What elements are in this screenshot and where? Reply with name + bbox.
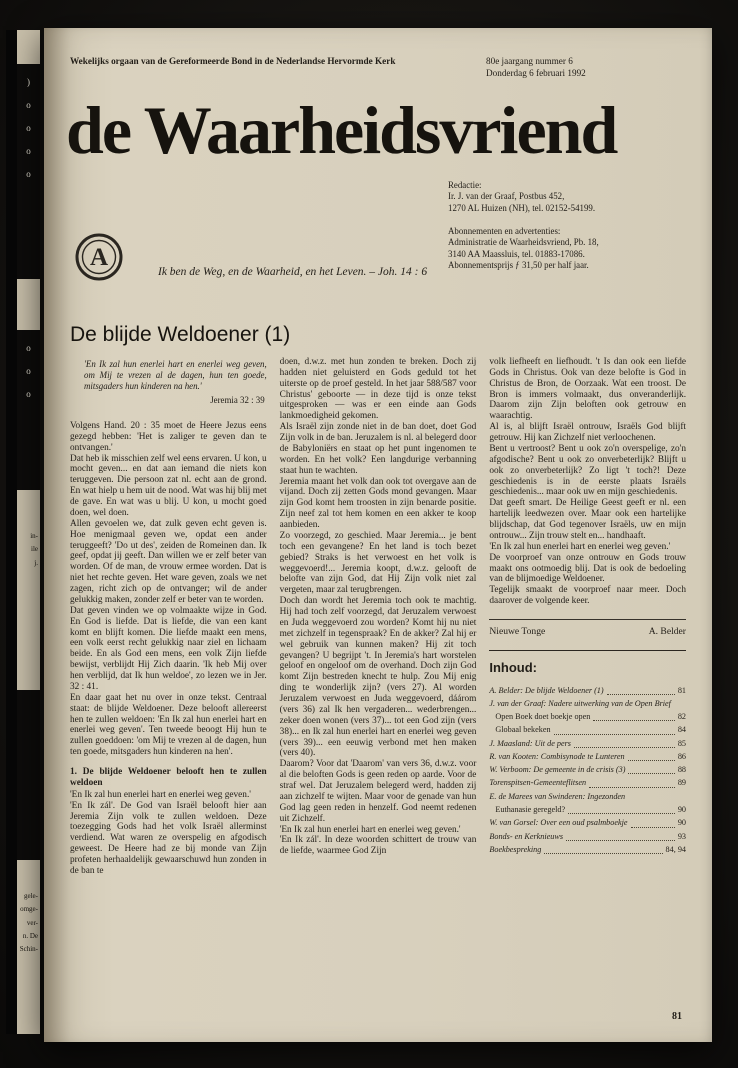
toc-leader-dots <box>568 813 675 814</box>
masthead-title: de Waarheidsvriend <box>66 91 617 168</box>
abonnementen-line: Abonnementsprijs ƒ 31,50 per half jaar. <box>448 260 589 271</box>
toc-leader-dots <box>607 694 675 695</box>
article-paragraph: Als Israël zijn zonde niet in de ban doet, doet God Zijn volk in de ban. Jeruzalem is nl. al belegerd door de Babyloniërs en staat op het punt ingenomen te worden. En het volk? Een langdurige verbanning staat hun te wachten. <box>279 422 477 476</box>
article-paragraph: 'En Ik zál'. In deze woorden schittert de trouw van de liefde, waarmee God Zijn <box>279 835 477 857</box>
masthead-motto: Ik ben de Weg, en de Waarheid, en het Leven. – Joh. 14 : 6 <box>158 265 428 278</box>
abonnementen-line: 3140 AA Maassluis, tel. 01883-17086. <box>448 248 585 259</box>
colophon <box>448 180 686 283</box>
abonnementen-label: Abonnementen en advertenties: <box>448 225 561 236</box>
article-paragraph: Bent u vertroost? Bent u ook zo'n overspelige, zo'n afgodische? Bent u ook zo onverbeterlijk? Blijft u ook zo onverbeterlijk? Zo ligt 't toch?! Deze geschiedenis is in de eerste plaats Israëls geschiedenis... maar ook uw en mijn geschiedenis. <box>489 443 687 498</box>
toc-leader-dots <box>628 760 675 761</box>
edge-mark: o <box>26 123 31 133</box>
toc-entry: Open Boek doet boekje open 82 <box>495 712 687 722</box>
article-paragraph: Dat geeft smart. De Heilige Geest geeft er nl. een hartelijk leedwezen over. Maar ook een hartelijke blijdschap, dat God tegenover Israëls, uw en mijn ontrouw... Zijn trouw stelt en... handhaaft. <box>489 498 687 541</box>
article-columns <box>70 357 686 877</box>
epigraph-source: Jeremia 32 : 39 <box>210 394 265 405</box>
adjacent-page-print-block <box>17 330 40 490</box>
epigraph: 'En Ik zal hun enerlei hart en enerlei weg geven, om Mij te vrezen al de dagen, hun ten goede, mitsgaders hun kinderen na hen.' <box>84 358 267 391</box>
article-column-2 <box>280 357 477 877</box>
toc-leader-dots <box>554 734 675 735</box>
article-paragraph: Jeremia maant het volk dan ook tot overgave aan de vijand. Doch zij zetten Gods mond gevangen. Maar zijn God komt hem troosten in zijn benarde positie. Zijn neef zal tot hem komen en een akker te koop aanbieden. <box>279 476 477 531</box>
article-paragraph: Zo voorzegd, zo geschied. Maar Jeremia... je bent toch een gevangene? En het land is toch bezet gebied? Straks is het verwoest en het volk is weggevoerd!... Jeremia koopt, d.w.z. gelooft de belofte van zijn God, dat Hij Zijn volk niet zal vergeten, maar zal terugbrengen. <box>279 530 477 596</box>
toc-leader-dots <box>593 720 674 721</box>
page-number: 81 <box>672 1011 682 1022</box>
edge-mark: o <box>26 343 31 353</box>
table-of-contents <box>489 650 686 856</box>
article-paragraph: Allen gevoelen we, dat zulk geven echt geven is. Hoe menigmaal geven we, opdat een ander teruggeeft? 'Do ut des', zeiden de Romeinen dan. Ik geef, opdat jij geeft. Dan willen we er zelf beter van worden. Of de man, de vrouw ermee worden. Dat is niet het rechte geven. Het ware geven, zoals we net zagen, richt zich op de ontvanger; wil de ander gelukkig maken, zonder zelf er beter van te worden. <box>70 518 267 605</box>
article-paragraph: 'En Ik zal hun enerlei hart en enerlei weg geven.' <box>279 824 461 835</box>
toc-leader-dots <box>589 787 675 788</box>
adjacent-page-print-block <box>17 64 40 279</box>
signature-place: Nieuwe Tonge <box>489 626 546 638</box>
issue-volume: 80e jaargang nummer 6 <box>486 56 573 66</box>
redactie-line: Ir. J. van der Graaf, Postbus 452, <box>448 191 565 202</box>
toc-leader-dots <box>566 840 675 841</box>
adjacent-page-text-fragment: gele- omge- ver- n. De Schin- <box>19 892 38 954</box>
article-paragraph: Tegelijk smaakt de voorproef naar meer. Doch daarover de volgende keer. <box>489 585 687 607</box>
adjacent-page-sliver <box>6 30 40 1034</box>
article-paragraph: 'En Ik zál'. De God van Israël belooft hier aan Jeremia Zijn volk te zullen weldoen. Deze toezegging Gods had het volk Israël allerminst verdiend. Wat waren ze overspelig en afgodisch geweest. De Heere had ze bij monde van Zijn profeten herhaaldelijk gewaarschuwd hun zonden in de ban te <box>70 800 267 876</box>
article-column-3 <box>489 357 686 877</box>
toc-entry: J. van der Graaf: Nadere uitwerking van de Open Brief <box>489 698 671 708</box>
toc-entry: W. Verboom: De gemeente in de crisis (3) 88 <box>489 765 687 775</box>
svg-text:A: A <box>89 243 109 271</box>
edge-mark: o <box>26 100 31 110</box>
article-title: De blijde Weldoener (1) <box>70 322 291 346</box>
edge-mark: o <box>26 146 31 156</box>
toc-entry: W. van Gorsel: Over een oud psalmboekje 90 <box>489 818 687 828</box>
toc-entry: Boekbespreking 84, 94 <box>489 844 687 854</box>
toc-entry: A. Belder: De blijde Weldoener (1) 81 <box>489 685 687 695</box>
article-paragraph: En daar gaat het nu over in onze tekst. Centraal staat: de blijde Weldoener. Deze belooft allereerst hen te zullen weldoen: 'En Ik zal hun enerlei hart en enerlei weg geven'. Ten tweede beoogt Hij hun te zullen goeddoen: 'om Mij te vrezen al de dagen, hun ten goede, mitsgaders hun kinderen na hen'. <box>70 692 267 758</box>
adjacent-page-print-block <box>17 690 40 860</box>
abonnementen-block <box>448 226 686 272</box>
article-paragraph: volk liefheeft en liefhoudt. 't Is dan ook een liefde Gods in Christus. Ook van deze belofte is God in Christus de Bron, de Oorzaak. Wat een troost. De Bron is immers volmaakt, dus onveranderlijk. Daarom zijn Zijn beloften ook getrouw en waarachtig. <box>489 356 687 422</box>
edge-mark: ) <box>27 77 30 87</box>
article-signature <box>489 619 686 637</box>
adjacent-page-text-fragment: in- ile j. <box>30 532 38 567</box>
article-paragraph: Doch dan wordt het Jeremia toch ook te machtig. Hij had toch zelf voorzegd, dat Jeruzalem verwoest en Juda weggevoerd zou worden? Komt hij nu niet met zichzelf in tegenspraak? En de akker? Zal hij er wel gebruik van kunnen maken? Hij zit toch gevangen? U begrijpt 't. In Jeremia's hart worstelen geloof en ongeloof om de overhand. Doch zijn God komt Zijn bestreden knecht te hulp. Zou Mij enig ding te wonderlijk zijn? (vers 27). Al worden Jeruzalem verwoest en Juda weggevoerd, dáárom (vers 36) zal Ik hen vergaderen... wederbrengen... zeker doen wonen (vers 37)... tot een God zijn (vers 38)... en Ik zal hun enerlei hart en enerlei weg geven (vers 39)... een eeuwig verbond met hen maken (vers 40). <box>279 596 477 759</box>
toc-leader-dots <box>631 827 675 828</box>
toc-entry: E. de Marees van Swinderen: Ingezonden <box>489 791 626 801</box>
article-paragraph: doen, d.w.z. met hun zonden te breken. Doch zij hadden niet geluisterd en Gods geduld tot het uiterste op de proef gesteld. In het jaar 588/587 voor Christus' geboorte — in deze tijd is onze tekst uitgesproken — was er een einde aan Gods lankmoedigheid gekomen. <box>279 356 477 422</box>
article-column-1 <box>70 357 267 877</box>
article-subheading: 1. De blijde Weldoener belooft hen te zullen weldoen <box>70 767 267 788</box>
toc-leader-dots <box>574 747 675 748</box>
publisher-banner: Wekelijks orgaan van de Gereformeerde Bond in de Nederlandse Hervormde Kerk <box>70 56 396 66</box>
page-header <box>44 28 712 80</box>
lead-article <box>44 283 712 877</box>
monogram-logo-icon <box>74 231 124 283</box>
toc-entry: R. van Kooten: Combisynode te Lunteren 86 <box>489 751 687 761</box>
toc-leader-dots <box>628 773 674 774</box>
article-paragraph: 'En Ik zal hun enerlei hart en enerlei weg geven.' <box>489 541 671 552</box>
article-paragraph: Daarom? Voor dat 'Daarom' van vers 36, d.w.z. voor al die beloften Gods is geen reden op aarde. Voor de straf wel. Dat Jeruzalem belegerd werd, hadden zij aan zichzelf te wijten. Maar voor de genade van hun God lag geen reden in henzelf. God neemt redenen uit Zichzelf. <box>279 759 477 824</box>
masthead-row <box>44 164 712 283</box>
newspaper-page <box>44 28 712 1042</box>
article-paragraph: 'En Ik zal hun enerlei hart en enerlei weg geven.' <box>70 789 251 800</box>
toc-leader-dots <box>544 853 662 854</box>
redactie-line: 1270 AL Huizen (NH), tel. 02152-54199. <box>448 203 596 214</box>
article-paragraph: Dat heb ik misschien zelf wel eens ervaren. U kon, u mocht geven... en dat aan iemand die niets kon teruggeven. Die persoon zat nl. echt aan de grond. En wat hielp u hem uit de nood. Wat was hij blij met de gave. En wat was u blij. U kon, u mocht goed doen, wel doen. <box>70 453 267 518</box>
toc-entry: Torenspitsen-Gemeenteflitsen 89 <box>489 778 687 788</box>
abonnementen-line: Administratie de Waarheidsvriend, Pb. 18, <box>448 237 599 248</box>
toc-title: Inhoud: <box>489 660 537 676</box>
article-paragraph: Volgens Hand. 20 : 35 moet de Heere Jezus eens gezegd hebben: 'Het is zaliger te geven dan te ontvangen.' <box>70 420 267 453</box>
logo-and-motto <box>74 180 427 283</box>
edge-mark: o <box>26 169 31 179</box>
issue-info <box>486 56 686 80</box>
edge-mark: o <box>26 366 31 376</box>
edge-mark: o <box>26 389 31 399</box>
toc-entry: Bonds- en Kerknieuws 93 <box>489 831 687 841</box>
toc-entry: Euthanasie geregeld? 90 <box>495 805 687 815</box>
adjacent-page-paper <box>17 30 40 1034</box>
toc-entry: Globaal bekeken 84 <box>495 725 687 735</box>
article-paragraph: Al is, al blijft Israël ontrouw, Israëls God blijft getrouw. Hij kan Zichzelf niet verloochenen. <box>489 422 687 444</box>
toc-entry: J. Maasland: Uit de pers 85 <box>489 738 687 748</box>
redactie-label: Redactie: <box>448 179 482 190</box>
redactie-block <box>448 180 686 215</box>
signature-author: A. Belder <box>648 626 687 638</box>
article-paragraph: De voorproef van onze ontrouw en Gods trouw maakt ons ootmoedig blij. Dat is ook de bedoeling van de blijmoedige Weldoener. <box>489 552 687 585</box>
issue-date: Donderdag 6 februari 1992 <box>486 67 586 78</box>
article-paragraph: Dat geven vinden we op volmaakte wijze in God. En God is liefde. Dat is liefde, die van een kant komt en blijft komen. Die liefde maakt een mens, een volk eerst recht gelukkig naar ziel en lichaam beide. En als God een mens, een volk Zijn liefde bewijst, verblijdt Hij Zich daarin. 'Ik heb Mij over hen verblijd, dat Ik hun weldoe', zo lezen we in Jer. 32 : 41. <box>70 605 267 692</box>
